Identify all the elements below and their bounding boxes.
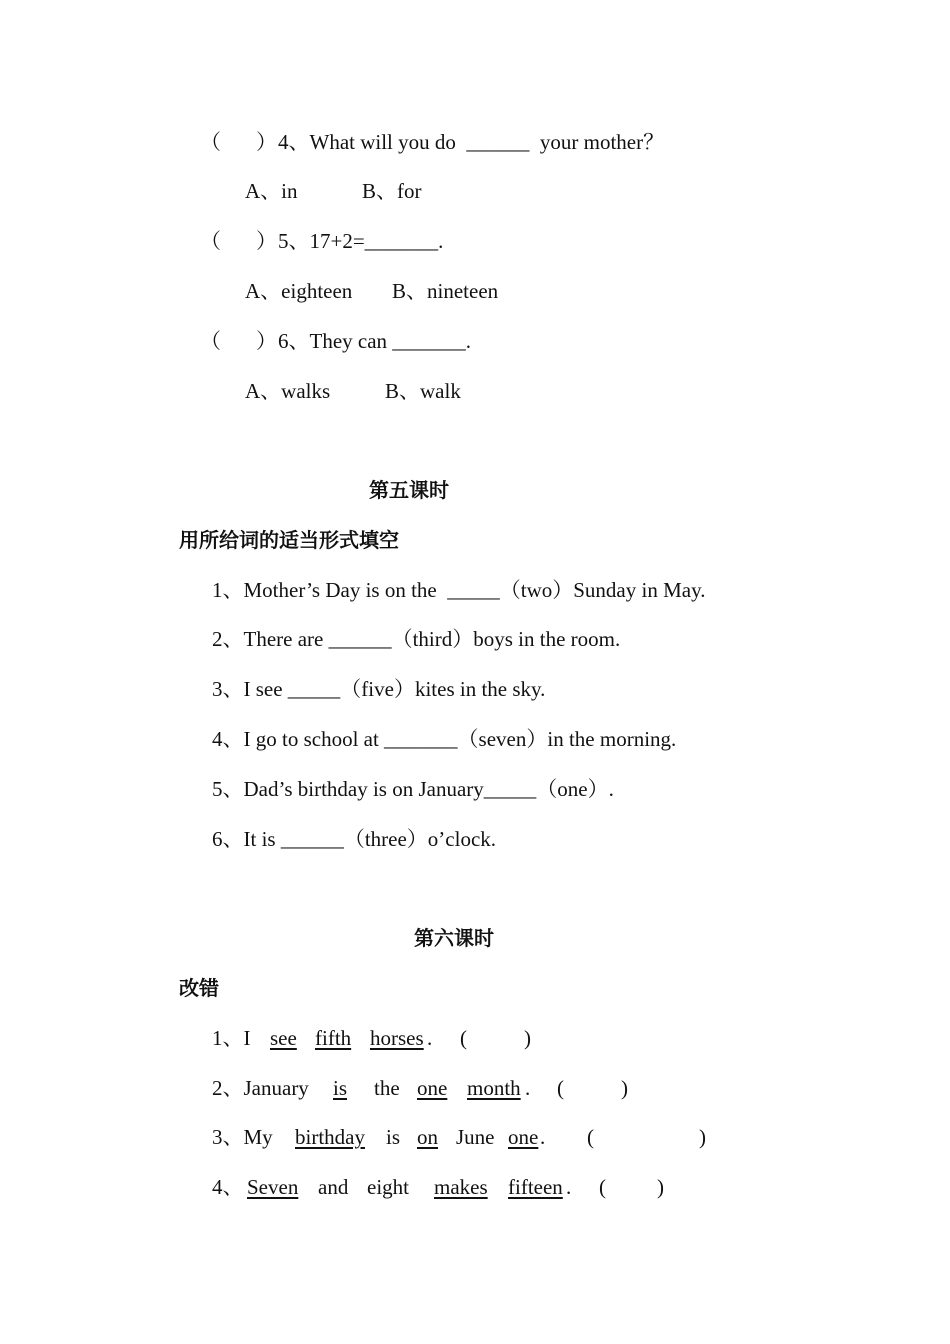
q5-option-a: A、eighteen (245, 279, 353, 303)
sentence-word: eight (367, 1175, 409, 1199)
error-word: one (417, 1076, 448, 1100)
error-item-number: 3、My (212, 1125, 273, 1149)
q4-option-b: B、for (362, 179, 422, 203)
error-word: fifth (315, 1026, 352, 1050)
answer-paren-close: ) (657, 1175, 664, 1199)
lesson5-item: 3、I see _____（five）kites in the sky. (212, 677, 546, 701)
error-word: one (508, 1125, 539, 1149)
q6-question: 6、They can _______. (278, 329, 472, 353)
lesson5-instruction: 用所给词的适当形式填空 (179, 528, 399, 552)
error-word: is (333, 1076, 348, 1100)
sentence-word: the (374, 1076, 400, 1100)
sentence-word: is (386, 1125, 401, 1149)
q4-question: 4、What will you do ______ your mother？ (278, 130, 665, 154)
q6-option-a: A、walks (245, 379, 331, 403)
answer-paren-open: ( (587, 1125, 594, 1149)
lesson5-item: 2、There are ______（third）boys in the room. (212, 627, 621, 651)
error-item-number: 4、 (212, 1175, 244, 1199)
error-item-number: 1、I (212, 1026, 251, 1050)
q4-paren-open: （ (200, 130, 221, 154)
answer-paren-open: ( (557, 1076, 564, 1100)
error-word: makes (434, 1175, 488, 1199)
sentence-end: . (566, 1175, 572, 1199)
sentence-end: . (540, 1125, 546, 1149)
error-word: month (467, 1076, 521, 1100)
lesson5-item: 5、Dad’s birthday is on January_____（one）. (212, 777, 614, 801)
lesson5-title: 第五课时 (369, 478, 449, 502)
lesson5-item: 6、It is ______（three）o’clock. (212, 827, 497, 851)
sentence-word: June (456, 1125, 495, 1149)
q5-paren-open: （ (200, 229, 221, 253)
lesson5-item: 4、I go to school at _______（seven）in the morning. (212, 727, 677, 751)
q4-option-a: A、in (245, 179, 298, 203)
answer-paren-close: ) (524, 1026, 531, 1050)
q5-option-b: B、nineteen (392, 279, 499, 303)
answer-paren-close: ) (699, 1125, 706, 1149)
sentence-end: . (525, 1076, 531, 1100)
error-word: on (417, 1125, 438, 1149)
error-word: horses (370, 1026, 424, 1050)
error-word: birthday (295, 1125, 365, 1149)
answer-paren-close: ) (621, 1076, 628, 1100)
lesson6-instruction: 改错 (179, 976, 219, 1000)
lesson5-item: 1、Mother’s Day is on the _____（two）Sunday in May. (212, 578, 706, 602)
lesson6-title: 第六课时 (414, 926, 494, 950)
q4-paren-close: ） (256, 130, 277, 154)
error-word: Seven (247, 1175, 299, 1199)
q6-paren-open: （ (200, 329, 221, 353)
sentence-end: . (427, 1026, 433, 1050)
q5-paren-close: ） (256, 229, 277, 253)
answer-paren-open: ( (460, 1026, 467, 1050)
error-word: fifteen (508, 1175, 563, 1199)
sentence-word: and (318, 1175, 349, 1199)
q6-paren-close: ） (256, 329, 277, 353)
answer-paren-open: ( (599, 1175, 606, 1199)
q5-question: 5、17+2=_______. (278, 229, 444, 253)
error-item-number: 2、January (212, 1076, 309, 1100)
q6-option-b: B、walk (385, 379, 461, 403)
error-word: see (270, 1026, 297, 1050)
